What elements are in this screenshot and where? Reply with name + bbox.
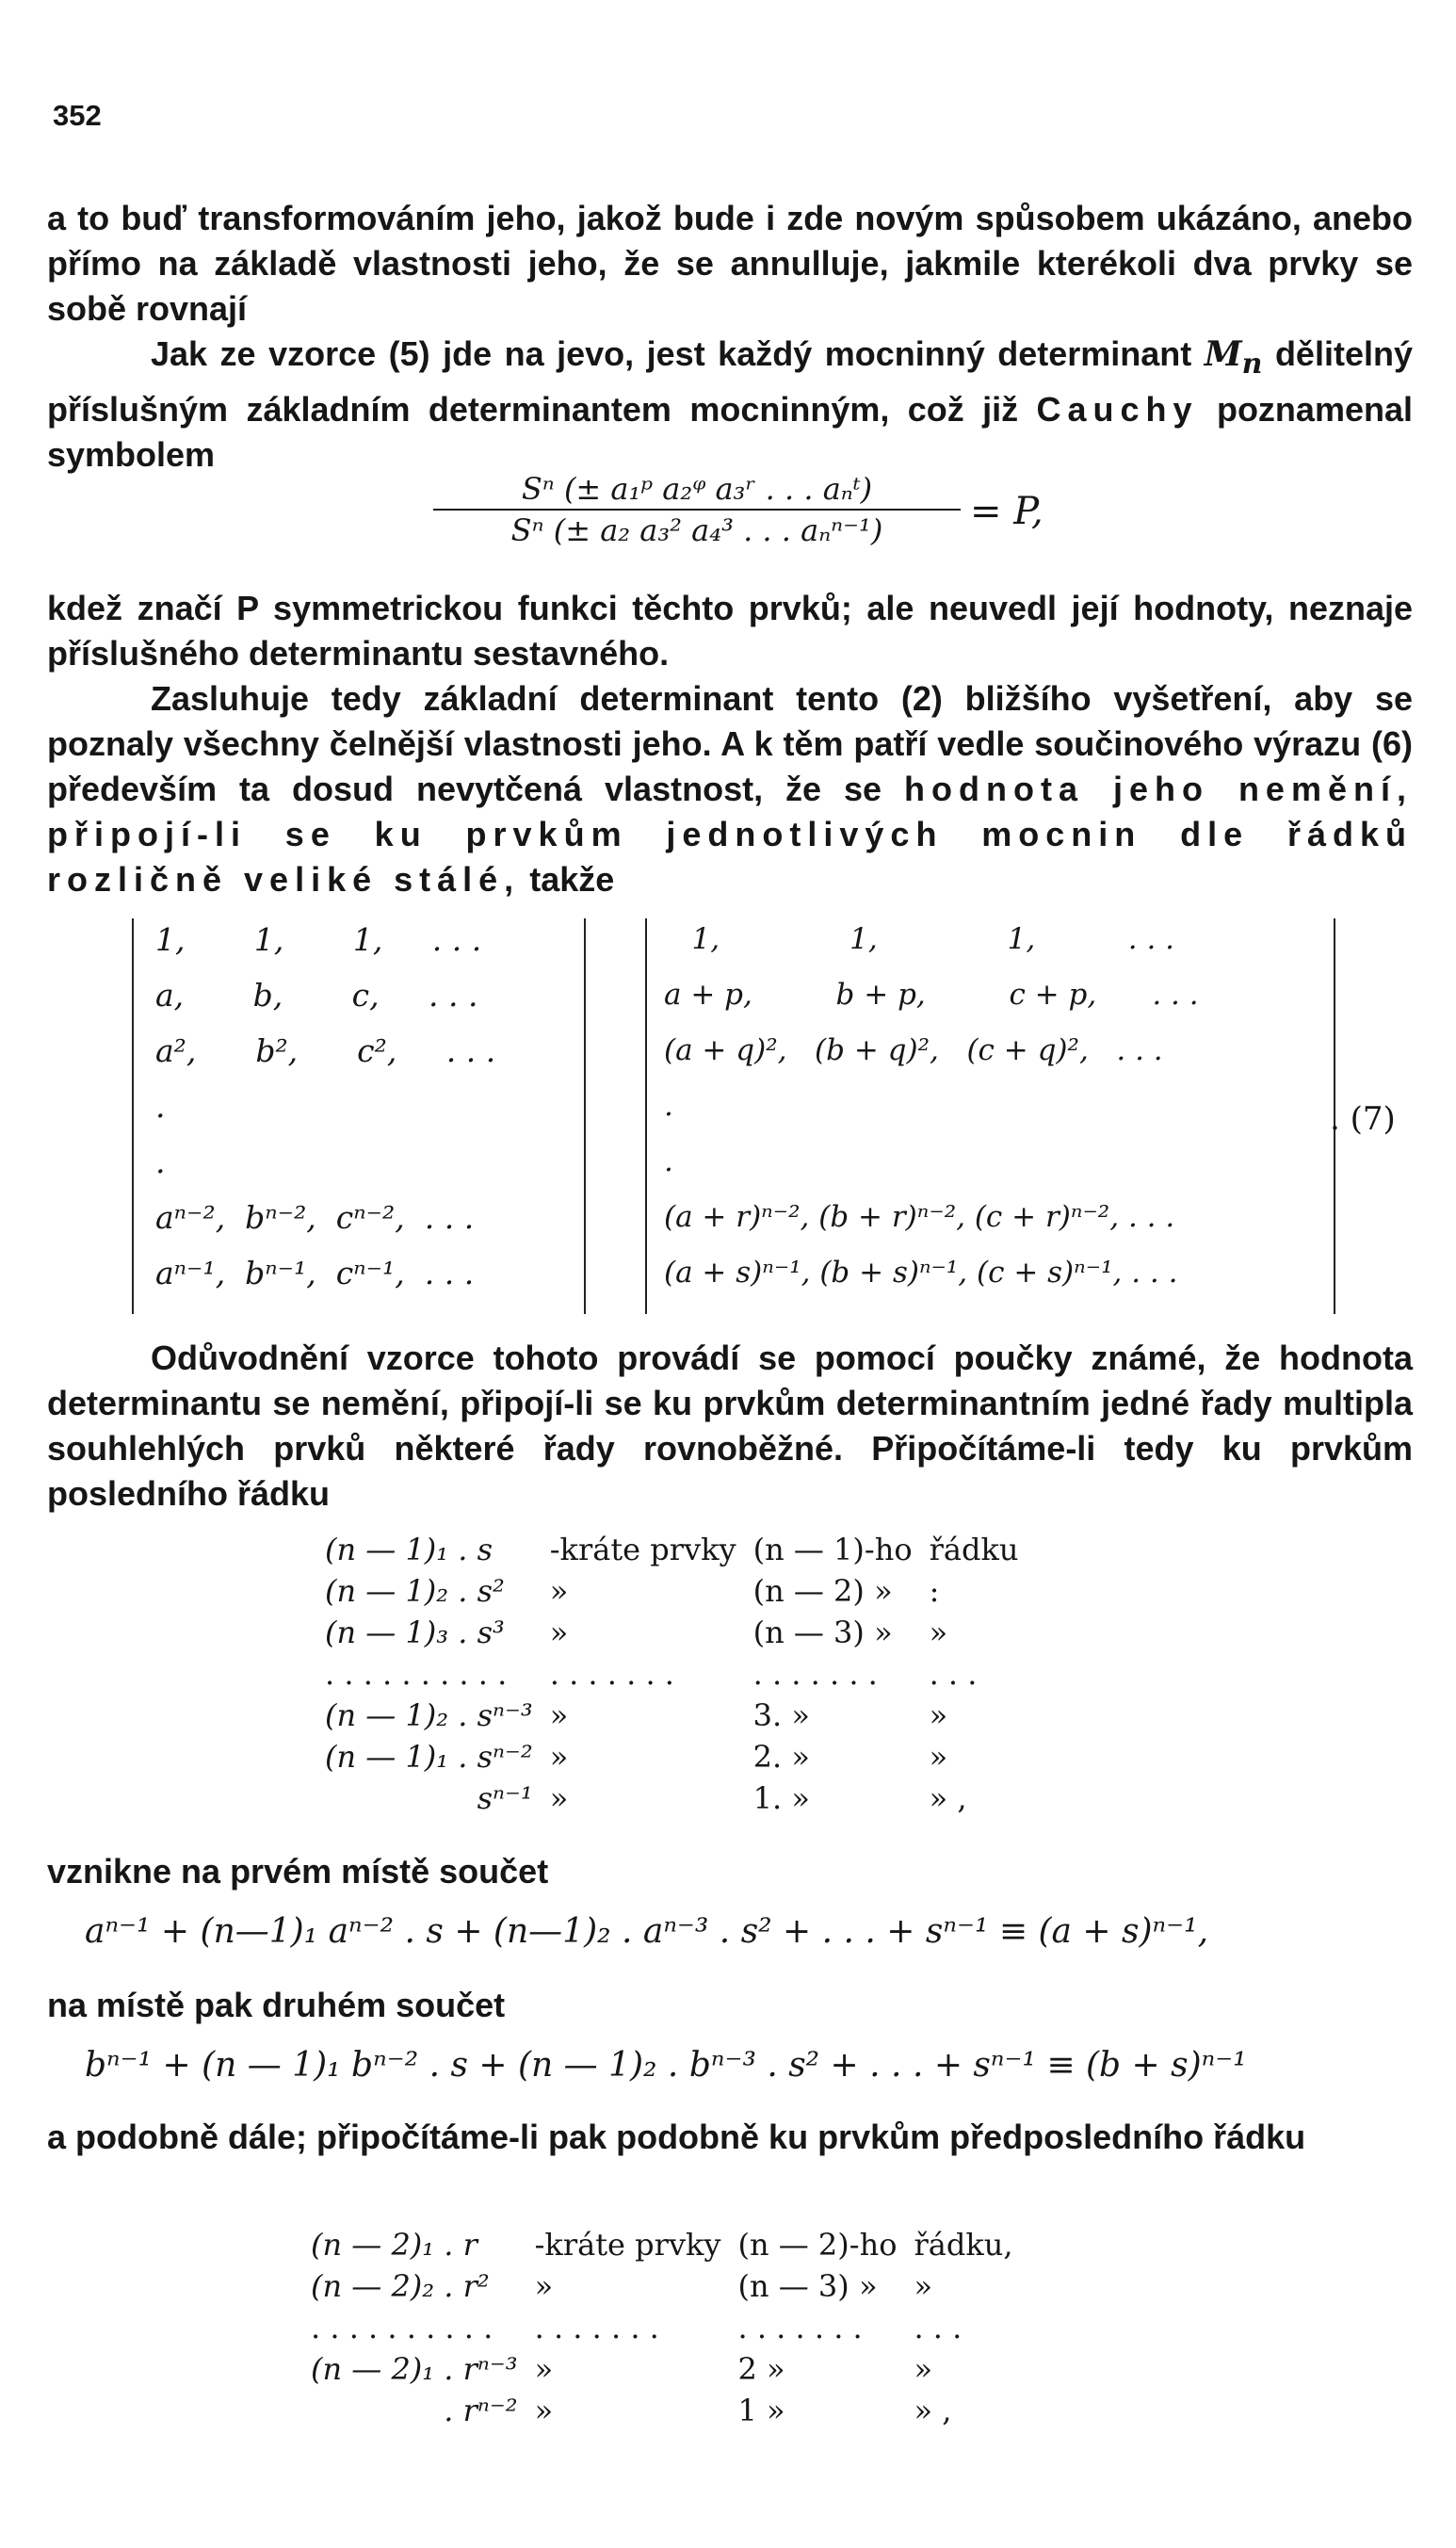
table-row: (n — 2)₁ . rⁿ⁻³ » 2 » » bbox=[311, 2351, 933, 2387]
table-row: (n — 1)₁ . sⁿ⁻² » 2. » » bbox=[325, 1739, 948, 1775]
paragraph-5-text: Odůvodnění vzorce tohoto provádí se pomocí poučky známé, že hodnota determinantu se nemění, připojí-li se ku prvkům determinantním jedné řady multipla souhlehlých prvků některé řady rovnoběžné. Připočítáme-li tedy ku prvkům posledního řádku bbox=[47, 1339, 1413, 1513]
paragraph-4: Zasluhuje tedy základní determinant tento (2) bližšího vyšetření, aby se poznaly všechny čelnější vlastnosti jeho. A k těm patří vedle součinového výrazu (6) především ta dosud nevytčená vlastnost, že se hodnota jeho nemění, připojí-li se ku prvkům jednotlivých mocnin dle řádků rozličně veliké stálé, takže bbox=[47, 679, 1413, 899]
paragraph-2: Jak ze vzorce (5) jde na jevo, jest každý mocninný determinant $M_n$ dělitelný příslušným základním determinantem mocninným, což již Cauchy poznamenal symbolem bbox=[47, 334, 1413, 475]
table-row: (n — 1)₃ . s³ » (n — 3) » » bbox=[325, 1615, 948, 1650]
fraction-denominator: Sⁿ (± a₂ a₃² a₄³ . . . aₙⁿ⁻¹) bbox=[510, 512, 883, 548]
det-right-row: . bbox=[664, 1089, 673, 1123]
table-row: . rⁿ⁻² » 1 » » , bbox=[444, 2393, 952, 2428]
det-right-row: (a + q)², (b + q)², (c + q)², . . . bbox=[664, 1033, 1163, 1067]
fraction-numerator: Sⁿ (± a₁ᵖ a₂ᵠ a₃ʳ . . . aₙᵗ) bbox=[433, 471, 961, 511]
det-left-row: . bbox=[155, 1144, 166, 1180]
paragraph-1 bbox=[47, 196, 1413, 478]
paragraph-6: a podobně dále; připočítáme-li pak podobně ku prvkům předposledního řádku bbox=[47, 2118, 1306, 2156]
page-number: 352 bbox=[53, 99, 102, 132]
det-left-bar-l bbox=[132, 918, 134, 1314]
fraction-equals: = P, bbox=[970, 490, 1043, 533]
det-left-row: a, b, c, . . . bbox=[155, 977, 478, 1014]
multiples-table-2 bbox=[301, 2223, 1022, 2432]
cauchy-fraction bbox=[433, 471, 961, 548]
det-right-row: (a + s)ⁿ⁻¹, (b + s)ⁿ⁻¹, (c + s)ⁿ⁻¹, . . . bbox=[664, 1256, 1178, 1290]
det-left-row: aⁿ⁻², bⁿ⁻², cⁿ⁻², . . . bbox=[155, 1199, 475, 1236]
det-left-row: a², b², c², . . . bbox=[155, 1032, 496, 1069]
det-left-row: . bbox=[155, 1088, 166, 1125]
paragraph-3 bbox=[47, 586, 1413, 902]
paragraph-5 bbox=[47, 1336, 1413, 1517]
table-row: (n — 1)₂ . s² » (n — 2) » : bbox=[325, 1573, 940, 1609]
table-row: (n — 2)₁ . r -kráte prvky (n — 2)-ho řádku, bbox=[311, 2227, 1013, 2263]
det-right-row: . bbox=[664, 1144, 673, 1178]
equation-2: bⁿ⁻¹ + (n — 1)₁ bⁿ⁻² . s + (n — 1)₂ . bⁿ⁻³ . s² + . . . + sⁿ⁻¹ ≡ (b + s)ⁿ⁻¹ bbox=[85, 2046, 1247, 2085]
paragraph-1-text: a to buď transformováním jeho, jakož bude i zde novým spůsobem ukázáno, anebo přímo na základě vlastnosti jeho, že se annulluje, jakmile kterékoli dva prvky se sobě rovnají bbox=[47, 199, 1413, 328]
spaced-emphasis: hodnota jeho nemění, připojí-li se ku prvkům jednotlivých mocnin dle řádků rozličně veliké stálé, bbox=[47, 770, 1413, 899]
det-right-bar-l bbox=[645, 918, 647, 1314]
det-left-row: 1, 1, 1, . . . bbox=[155, 921, 482, 958]
equation-1: aⁿ⁻¹ + (n—1)₁ aⁿ⁻² . s + (n—1)₂ . aⁿ⁻³ . s² + . . . + sⁿ⁻¹ ≡ (a + s)ⁿ⁻¹, bbox=[85, 1912, 1209, 1951]
line-first-sum: vznikne na prvém místě součet bbox=[47, 1852, 549, 1891]
det-right-row: a + p, b + p, c + p, . . . bbox=[664, 978, 1199, 1012]
determinant-right bbox=[664, 912, 1323, 1301]
det-right-row: 1, 1, 1, . . . bbox=[664, 922, 1175, 956]
symbol-M: M bbox=[1204, 334, 1242, 374]
det-left-bar-r bbox=[584, 918, 586, 1314]
table-row: (n — 1)₂ . sⁿ⁻³ » 3. » » bbox=[325, 1697, 948, 1733]
table-row: . . . . . . . . . . . . . . . . . . . . . . . . . . . bbox=[311, 2310, 963, 2345]
det-right-row: (a + r)ⁿ⁻², (b + r)ⁿ⁻², (c + r)ⁿ⁻², . . . bbox=[664, 1200, 1175, 1234]
det-left-row: aⁿ⁻¹, bⁿ⁻¹, cⁿ⁻¹, . . . bbox=[155, 1255, 475, 1291]
paragraph-3-text: kdež značí P symmetrickou funkci těchto prvků; ale neuvedl její hodnoty, neznaje příslušného determinantu sestavného. bbox=[47, 589, 1413, 673]
table-row: (n — 1)₁ . s -kráte prvky (n — 1)-ho řádku bbox=[325, 1532, 1019, 1567]
name-cauchy: Cauchy bbox=[1036, 390, 1199, 430]
equation-label-7: . (7) bbox=[1330, 1100, 1396, 1138]
determinant-left bbox=[155, 912, 574, 1301]
line-second-sum: na místě pak druhém součet bbox=[47, 1986, 506, 2024]
table-row: (n — 2)₂ . r² » (n — 3) » » bbox=[311, 2268, 933, 2304]
multiples-table-1 bbox=[315, 1528, 1027, 1820]
table-row: sⁿ⁻¹ » 1. » » , bbox=[477, 1780, 967, 1816]
table-row: . . . . . . . . . . . . . . . . . . . . . . . . . . . bbox=[325, 1656, 978, 1692]
